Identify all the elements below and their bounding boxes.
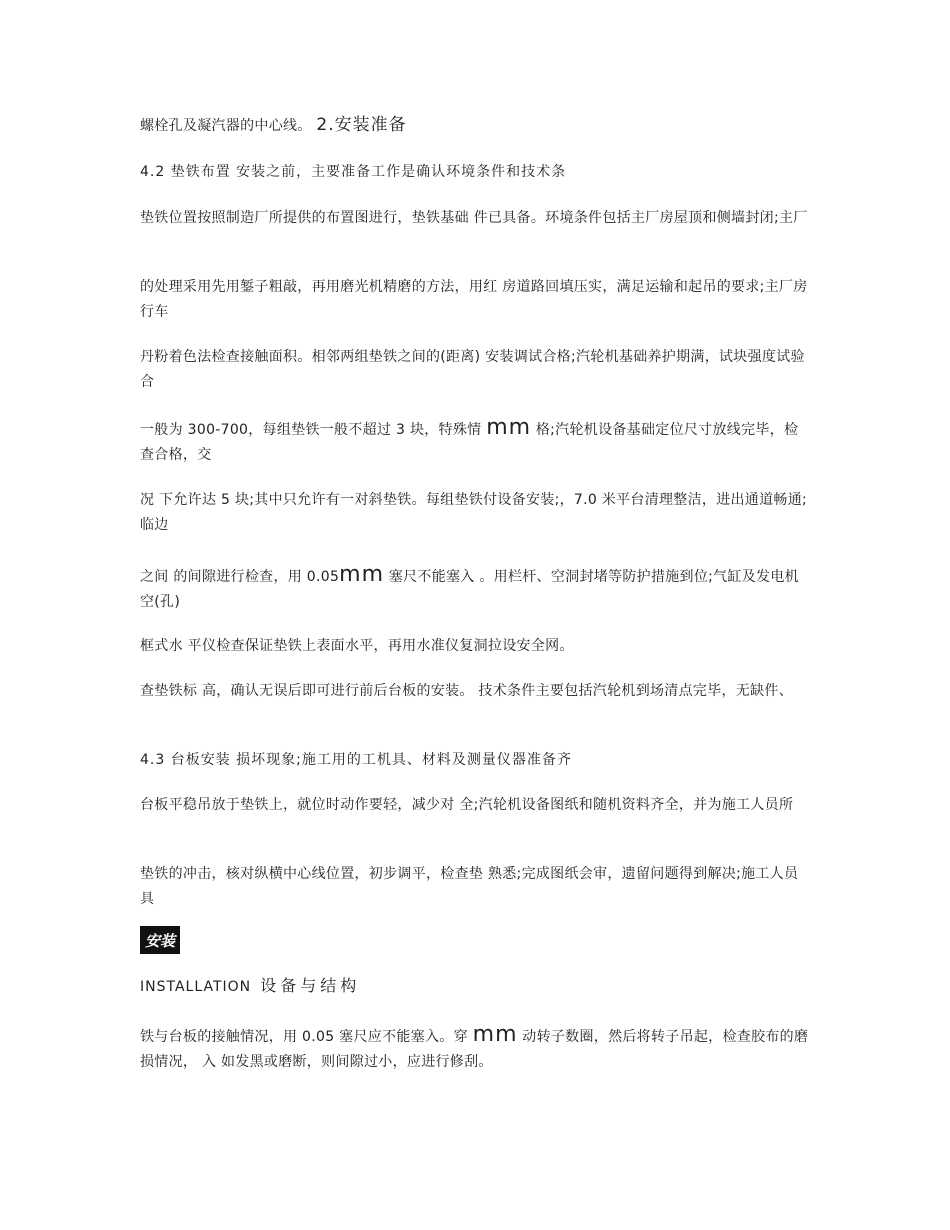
logo-text: 安装: [144, 932, 176, 950]
paragraph-14: [140, 1022, 812, 1075]
paragraph-4: 的处理采用先用錾子粗敲，再用磨光机精磨的方法，用红 房道路回填压实，满足运输和起吊的要求;主厂房行车: [140, 279, 808, 320]
paragraph-8: [140, 562, 812, 615]
paragraph-11: 4.3 台板安装 损坏现象;施工用的工机具、材料及测量仪器准备齐: [140, 752, 572, 768]
paragraph-6: [140, 415, 812, 468]
heading-latin: INSTALLATION: [140, 979, 252, 995]
paragraph-13: 垫铁的冲击，核对纵横中心线位置，初步调平，检查垫 熟悉;完成图纸会审，遗留问题得到解决;施工人员具: [140, 866, 799, 907]
paragraph-5: 丹粉着色法检查接触面积。相邻两组垫铁之间的(距离) 安装调试合格;汽轮机基础养护期满，试块强度试验合: [140, 349, 805, 390]
text: 一般为 300-700，每组垫铁一般不超过 3 块，特殊情: [140, 422, 482, 438]
heading-cjk: 设备与结构: [251, 976, 361, 995]
text: 格;汽轮机设备基础定位尺寸放线完毕，检查合格，交: [140, 422, 799, 463]
paragraph-2: 4.2 垫铁布置 安装之前，主要准备工作是确认环境条件和技术条: [140, 164, 567, 180]
text: 之间 的间隙进行检查，用 0.05: [140, 569, 340, 585]
install-logo: [140, 926, 180, 954]
paragraph-12: 台板平稳吊放于垫铁上，就位时动作要轻，减少对 全;汽轮机设备图纸和随机资料齐全，并为施工人员所: [140, 797, 794, 813]
unit-mm: mm: [486, 415, 532, 440]
section-heading: [140, 973, 812, 1000]
unit-mm: mm: [472, 1022, 518, 1047]
text: 铁与台板的接触情况，用 0.05 塞尺应不能塞入。穿: [140, 1029, 468, 1045]
unit-mm: mm: [339, 562, 385, 587]
paragraph-3: 垫铁位置按照制造厂所提供的布置图进行，垫铁基础 件已具备。环境条件包括主厂房屋顶和侧墙封闭;主厂: [140, 210, 808, 226]
paragraph-9: 框式水 平仪检查保证垫铁上表面水平，再用水准仪复洞拉设安全网。: [140, 638, 574, 654]
logo-brush-glyph: [140, 926, 180, 954]
text: 塞尺不能塞入 。用栏杆、空洞封堵等防护措施到位;气缸及发电机空(孔): [140, 569, 799, 610]
text: 螺栓孔及凝汽器的中心线。: [140, 118, 312, 134]
paragraph-10: 查垫铁标 高，确认无误后即可进行前后台板的安装。 技术条件主要包括汽轮机到场清点完毕，无缺件、: [140, 683, 793, 699]
section-title: 2.安装准备: [316, 115, 407, 135]
paragraph-1: [140, 113, 812, 139]
paragraph-7: 况 下允许达 5 块;其中只允许有一对斜垫铁。每组垫铁付设备安装;，7.0 米平台清理整洁，进出通道畅通;临边: [140, 492, 808, 533]
text: 动转子数圈，然后将转子吊起，检查胶布的磨损情况， 入 如发黑或磨断，则间隙过小，应进行修刮。: [140, 1029, 809, 1070]
